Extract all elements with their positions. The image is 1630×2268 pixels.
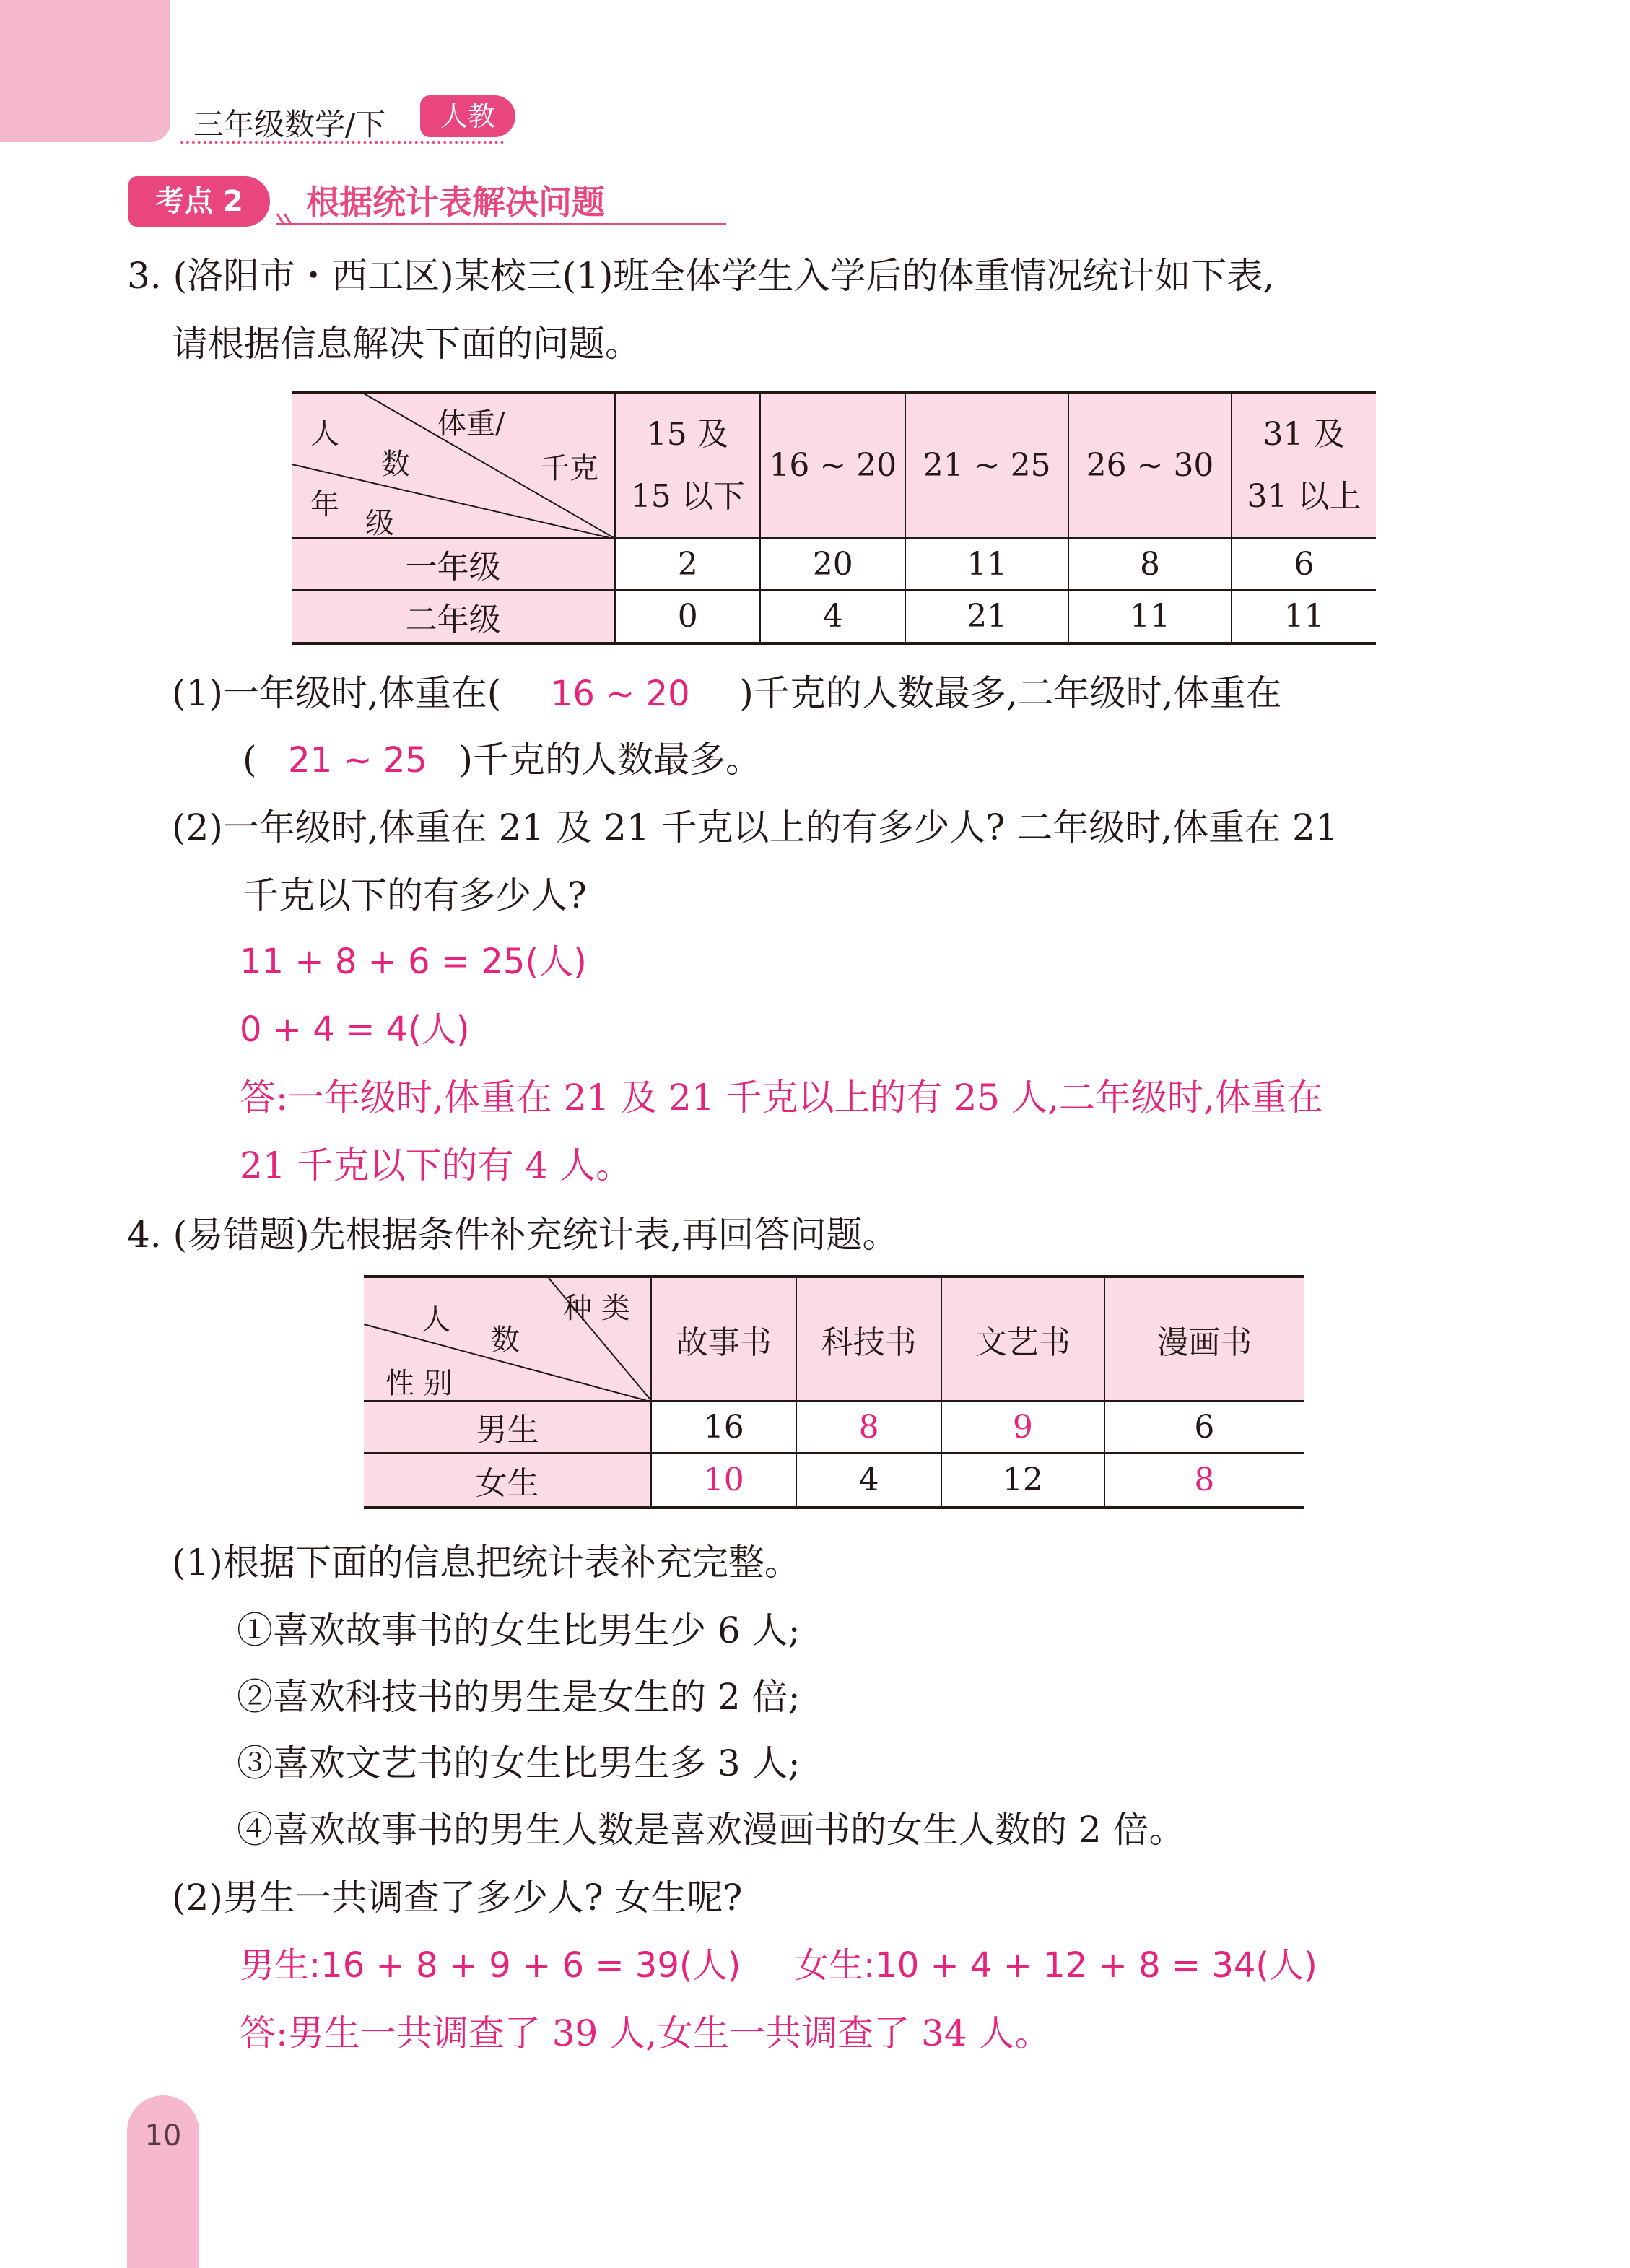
corner-grade-2: 级 (365, 507, 394, 540)
corner-kg-label: 千克 (541, 452, 598, 485)
q4-answer: 答:男生一共调查了 39 人,女生一共调查了 34 人。 (240, 2012, 1051, 2054)
q4-condition-4: ④喜欢故事书的男生人数是喜欢漫画书的女生人数的 2 倍。 (237, 1809, 1185, 1851)
q4-calc-girls: 女生:10 + 4 + 12 + 8 = 34(人) (794, 1945, 1317, 1986)
col-header-31-above: 31 及 31 以上 (1232, 392, 1376, 538)
q3-part2-line2: 千克以下的有多少人? (243, 874, 587, 916)
table-cell: 6 (1104, 1401, 1304, 1453)
table-cell: 6 (1232, 538, 1376, 590)
row-label-boys: 男生 (364, 1401, 651, 1453)
table-cell-filled: 8 (1104, 1453, 1304, 1508)
table-cell-filled: 9 (941, 1401, 1104, 1453)
header-divider (180, 141, 504, 144)
weight-table (292, 391, 1376, 645)
q3-calc2: 0 + 4 = 4(人) (240, 1009, 470, 1050)
corner-people-1: 人 (310, 417, 339, 451)
edition-badge: 人教 (420, 95, 515, 137)
q4-part2: (2)男生一共调查了多少人? 女生呢? (172, 1877, 743, 1919)
q4-condition-1: ①喜欢故事书的女生比男生少 6 人; (237, 1609, 801, 1651)
section-title: 根据统计表解决问题 (306, 183, 605, 222)
corner-people-2: 数 (491, 1324, 520, 1357)
q3-calc1: 11 + 8 + 6 = 25(人) (240, 942, 587, 982)
row-label-grade1: 一年级 (292, 538, 615, 590)
table-cell: 8 (1068, 538, 1232, 590)
q4-condition-3: ③喜欢文艺书的女生比男生多 3 人; (237, 1742, 801, 1784)
corner-weight-label: 体重/ (437, 407, 505, 440)
corner-kind-label: 种 类 (563, 1292, 630, 1325)
page-number: 10 (144, 2119, 182, 2152)
q4-calc-boys: 男生:16 + 8 + 9 + 6 = 39(人) (240, 1945, 741, 1986)
section-underline (276, 223, 726, 225)
table-cell: 4 (796, 1453, 941, 1508)
corner-gender-label: 性 别 (385, 1367, 453, 1400)
col-header-arts: 文艺书 (941, 1277, 1104, 1401)
section-badge: 考点 2 (128, 176, 270, 227)
table-cell-filled: 8 (796, 1401, 941, 1453)
q4-condition-2: ②喜欢科技书的男生是女生的 2 倍; (237, 1676, 801, 1718)
answer-blank-2: 21 ~ 25 (288, 740, 427, 781)
table-cell: 0 (615, 590, 760, 643)
q4-part1: (1)根据下面的信息把统计表补充完整。 (172, 1542, 801, 1583)
table-cell: 12 (941, 1453, 1104, 1508)
q3-answer-line2: 21 千克以下的有 4 人。 (240, 1144, 632, 1186)
q4-stem: 4. (易错题)先根据条件补充统计表,再回答问题。 (127, 1214, 899, 1256)
table-cell: 16 (651, 1401, 796, 1453)
table-cell: 11 (905, 538, 1068, 590)
table-cell: 11 (1232, 590, 1376, 643)
weight-table-corner (292, 392, 615, 538)
col-header-21-25: 21 ~ 25 (905, 392, 1068, 538)
row-label-girls: 女生 (364, 1453, 651, 1508)
col-header-comics: 漫画书 (1104, 1277, 1304, 1401)
col-header-26-30: 26 ~ 30 (1068, 392, 1232, 538)
table-cell: 21 (905, 590, 1068, 643)
q3-part2-line1: (2)一年级时,体重在 21 及 21 千克以上的有多少人? 二年级时,体重在 21 (172, 807, 1338, 848)
table-cell-filled: 10 (651, 1453, 796, 1508)
q3-stem-line2: 请根据信息解决下面的问题。 (172, 323, 641, 365)
corner-grade-1: 年 (310, 488, 339, 521)
table-cell: 20 (760, 538, 905, 590)
decor-ticks-icon (274, 209, 303, 228)
col-header-15-below: 15 及 15 以下 (615, 392, 760, 538)
corner-people-2: 数 (381, 448, 410, 481)
table-cell: 11 (1068, 590, 1232, 643)
col-header-science: 科技书 (796, 1277, 941, 1401)
q3-part1-line1: (1)一年级时,体重在( 16 ~ 20 )千克的人数最多,二年级时,体重在 (172, 672, 1282, 714)
q3-stem-line1: 3. (洛阳市・西工区)某校三(1)班全体学生入学后的体重情况统计如下表, (127, 255, 1275, 297)
books-table (364, 1275, 1304, 1509)
col-header-story: 故事书 (651, 1277, 796, 1401)
col-header-16-20: 16 ~ 20 (760, 392, 905, 538)
q3-answer-line1: 答:一年级时,体重在 21 及 21 千克以上的有 25 人,二年级时,体重在 (240, 1077, 1323, 1118)
book-title: 三年级数学/下 (193, 107, 386, 142)
row-label-grade2: 二年级 (292, 590, 615, 643)
answer-blank-1: 16 ~ 20 (550, 674, 690, 714)
corner-people-1: 人 (422, 1303, 450, 1337)
table-cell: 4 (760, 590, 905, 643)
books-table-corner (364, 1277, 651, 1401)
q3-part1-line2: ( 21 ~ 25 )千克的人数最多。 (243, 739, 762, 781)
corner-tab (0, 0, 170, 142)
table-cell: 2 (615, 538, 760, 590)
